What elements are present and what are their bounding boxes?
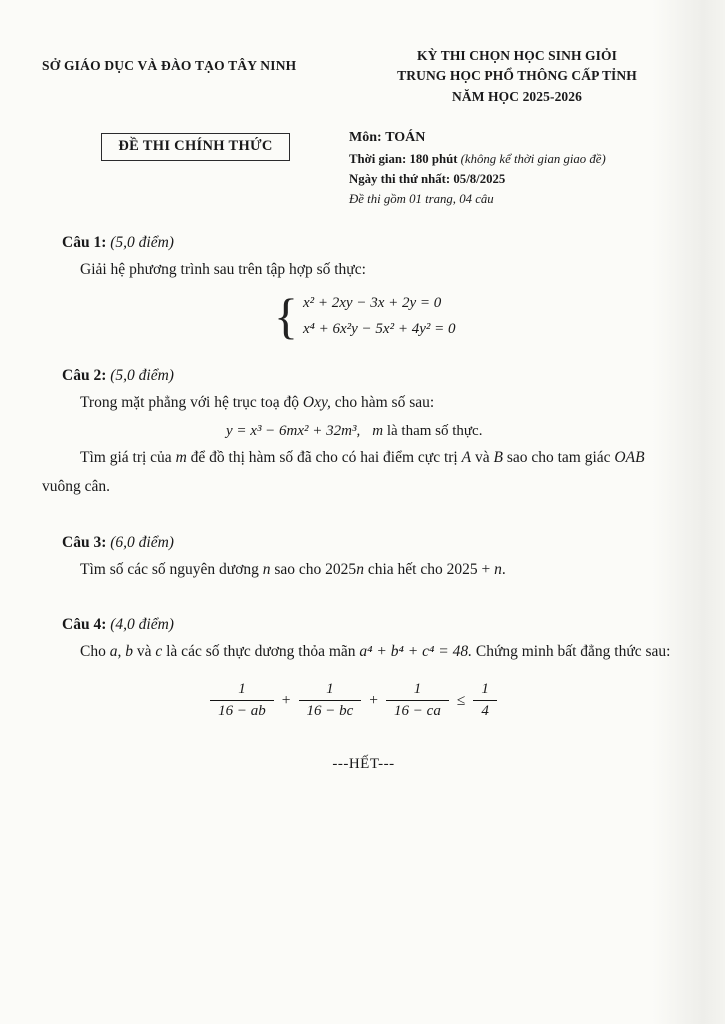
- question-4-body: [42, 638, 685, 667]
- equation-1: x² + 2xy − 3x + 2y = 0: [303, 295, 442, 312]
- question-1-label: Câu 1:: [62, 233, 107, 251]
- math-var: n: [494, 560, 502, 578]
- question-4-inequality: [22, 681, 685, 720]
- fraction-numerator: 1: [386, 681, 449, 701]
- text-segment: là tham số thực.: [383, 423, 483, 440]
- fraction-numerator: 1: [473, 681, 497, 701]
- math-var: n: [356, 560, 364, 578]
- subject-line: [349, 127, 685, 149]
- length-line: [349, 189, 685, 209]
- text-segment: vuông cân.: [42, 478, 111, 496]
- fraction-denominator: 16 − ca: [394, 703, 441, 720]
- text-segment: cho hàm số sau:: [330, 393, 435, 411]
- question-2-heading: [62, 367, 685, 385]
- math-var: a, b: [109, 643, 133, 661]
- question-4-label: Câu 4:: [62, 616, 107, 634]
- fraction-3: [386, 681, 449, 720]
- date-value: 05/8/2025: [453, 172, 506, 187]
- math-var: Oxy,: [302, 393, 331, 411]
- subject-label: Môn:: [349, 129, 382, 145]
- exam-title-block: [349, 46, 685, 107]
- date-label: Ngày thi thứ nhất:: [349, 172, 451, 187]
- question-2-label: Câu 2:: [62, 366, 107, 384]
- end-marker: ---HẾT---: [332, 756, 395, 773]
- text-segment: và: [471, 449, 494, 467]
- time-label: Thời gian:: [349, 151, 407, 166]
- question-2-formula: [226, 423, 685, 440]
- question-3-label: Câu 3:: [62, 533, 107, 551]
- exam-title-line2: TRUNG HỌC PHỔ THÔNG CẤP TỈNH: [397, 68, 637, 84]
- exam-title-line3: NĂM HỌC 2025-2026: [452, 88, 582, 104]
- fraction-denominator: 4: [481, 703, 489, 720]
- system-brace: {: [274, 287, 298, 344]
- text-segment: Tìm giá trị của: [80, 449, 176, 467]
- exam-meta-block: [349, 127, 685, 210]
- text-segment: sao cho tam giác: [502, 449, 615, 467]
- fraction-2: [299, 681, 362, 720]
- time-note: (không kể thời gian giao đề): [460, 151, 606, 166]
- math-var: m: [372, 423, 384, 440]
- question-3-heading: [62, 534, 685, 552]
- length-note: Đề thi gồm 01 trang, 04 câu: [349, 192, 494, 207]
- subject-value: TOÁN: [385, 129, 426, 145]
- fraction-numerator: 1: [299, 681, 362, 701]
- fraction-denominator: 16 − ab: [218, 703, 266, 720]
- text-segment: để đồ thị hàm số đã cho có hai điểm cực trị: [186, 449, 462, 467]
- math-var: n: [262, 560, 271, 578]
- question-1-equation-system: [274, 287, 685, 344]
- math-var: OAB: [614, 449, 645, 467]
- fraction-4: [473, 681, 497, 720]
- text-segment: .: [501, 560, 506, 578]
- official-box-wrap: [42, 127, 349, 210]
- math-var: B: [493, 449, 503, 467]
- text-segment: chia hết cho 2025 +: [363, 560, 495, 578]
- text-segment: và: [132, 643, 156, 661]
- text-segment: Chứng minh bất đẳng thức sau:: [471, 643, 671, 661]
- exam-content: [42, 234, 685, 774]
- text-segment: Cho: [80, 643, 110, 661]
- question-2-body: [42, 444, 685, 501]
- question-3-points: (6,0 điểm): [110, 533, 174, 551]
- system-equations: [303, 290, 455, 343]
- question-1-points: (5,0 điểm): [110, 233, 174, 251]
- exam-title-line1: KỲ THI CHỌN HỌC SINH GIỎI: [417, 48, 617, 63]
- date-line: [349, 169, 685, 189]
- plus-operator: +: [281, 691, 291, 709]
- formula-expression: y = x³ − 6mx² + 32m³,: [226, 423, 361, 440]
- fraction-denominator: 16 − bc: [306, 703, 354, 720]
- page-header: [42, 46, 685, 107]
- math-var: A: [461, 449, 472, 467]
- subheader-row: [42, 127, 685, 210]
- text-segment: Trong mặt phẳng với hệ trục toạ độ: [80, 393, 303, 411]
- official-exam-box: ĐỀ THI CHÍNH THỨC: [101, 133, 289, 161]
- time-value: 180 phút: [409, 151, 458, 166]
- question-3-body: [42, 556, 685, 585]
- question-4-heading: [62, 616, 685, 634]
- leq-operator: ≤: [456, 691, 466, 709]
- fraction-1: [210, 681, 274, 720]
- fraction-numerator: 1: [210, 681, 274, 701]
- math-var: c: [155, 643, 163, 661]
- math-expression: a⁴ + b⁴ + c⁴ = 48.: [359, 643, 472, 661]
- text-segment: là các số thực dương thỏa mãn: [162, 643, 360, 661]
- question-1-intro: Giải hệ phương trình sau trên tập hợp số thực:: [80, 260, 366, 278]
- department-title: SỞ GIÁO DỤC VÀ ĐÀO TẠO TÂY NINH: [42, 58, 297, 73]
- plus-operator: +: [369, 691, 379, 709]
- equation-2: x⁴ + 6x²y − 5x² + 4y² = 0: [303, 321, 456, 338]
- math-var: m: [175, 449, 187, 467]
- question-1-heading: [62, 234, 685, 252]
- text-segment: Tìm số các số nguyên dương: [80, 560, 263, 578]
- question-4-points: (4,0 điểm): [110, 616, 174, 634]
- question-2-points: (5,0 điểm): [110, 366, 174, 384]
- text-segment: sao cho 2025: [270, 560, 357, 578]
- time-line: [349, 149, 685, 169]
- question-2-intro: [42, 389, 685, 418]
